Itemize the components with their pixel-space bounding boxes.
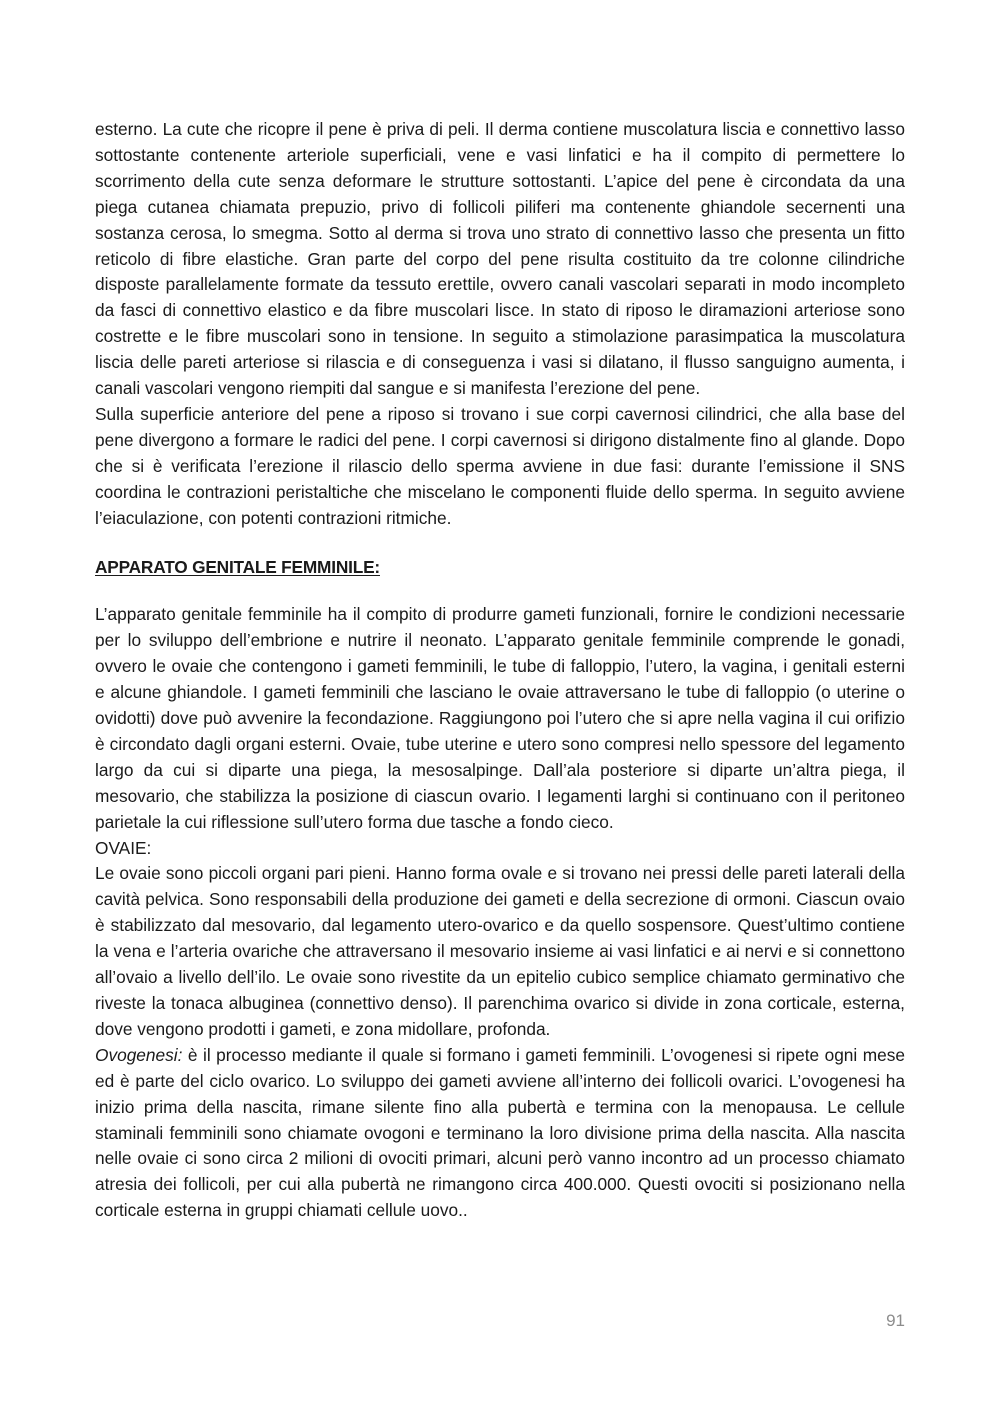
page-number: 91 [886, 1311, 905, 1330]
section-heading-female-genital: APPARATO GENITALE FEMMINILE: [95, 556, 380, 577]
paragraph-female-genital: L’apparato genitale femminile ha il compito di produrre gameti funzionali, fornire le condizioni necessarie per lo sviluppo dell’embrione e nutrire il neonato. L’apparato genitale femminile comprende le gonadi, ovvero le ovaie che contengono i gameti femminili, le tube di falloppio, l’utero, la vagina, i genitali esterni e alcune ghiandole. I gameti femminili che lasciano le ovaie attraversano le tube di falloppio (o uterine o ovidotti) dove può avvenire la fecondazione. Raggiungono poi l’utero che si apre nella vagina il cui orifizio è circondato dagli organi esterni. Ovaie, tube uterine e utero sono compresi nello spessore del legamento largo da cui si diparte una piega, la mesosalpinge. Dall’ala posteriore si diparte un’altra piega, il mesovario, che stabilizza la posizione di ciascun ovario. I legamenti larghi si continuano con il peritoneo parietale la cui riflessione sull’utero forma due tasche a fondo cieco. [95, 604, 905, 832]
ovogenesi-text: è il processo mediante il quale si formano i gameti femminili. L’ovogenesi si ripete ogni mese ed è parte del ciclo ovarico. Lo sviluppo dei gameti avviene all’interno dei follicoli ovarici. L’ovogenesi ha inizio prima della nascita, rimane silente fino alla pubertà e termina con la menopausa. Le cellule staminali femminili sono chiamate ovogoni e terminano la loro divisione prima della nascita. Alla nascita nelle ovaie ci sono circa 2 milioni di ovociti primari, alcuni però vanno incontro ad un processo chiamato atresia dei follicoli, per cui alla pubertà ne rimangono circa 400.000. Questi ovociti si posizionano nella corticale esterna in gruppi chiamati cellule uovo.. [95, 1044, 905, 1221]
page-body [95, 117, 905, 1224]
paragraph-ovaie: Le ovaie sono piccoli organi pari pieni. Hanno forma ovale e si trovano nei pressi delle pareti laterali della cavità pelvica. Sono responsabili della produzione dei gameti e della secrezione di ormoni. Ciascun ovaio è stabilizzato dal mesovario, dal legamento utero-ovarico e da quello sospensore. Quest’ultimo contiene la vena e l’arteria ovariche che attraversano il mesovario insieme ai vasi linfatici e ai nervi e si connettono all’ovaio a livello dell’ilo. Le ovaie sono rivestite da un epitelio cubico semplice chiamato germinativo che riveste la tonaca albuginea (connettivo denso). Il parenchima ovarico si divide in zona corticale, esterna, dove vengono prodotti i gameti, e zona midollare, profonda. [95, 863, 905, 1039]
subheading-ovaie: OVAIE: [95, 837, 152, 858]
paragraph-penis-anatomy: esterno. La cute che ricopre il pene è priva di peli. Il derma contiene muscolatura liscia e connettivo lasso sottostante contenente arteriole superficiali, vene e vasi linfatici e ha il compito di permettere lo scorrimento della cute senza deformare le strutture sottostanti. L’apice del pene è circondata da una piega cutanea chiamata prepuzio, privo di follicoli piliferi ma contenente ghiandole secernenti una sostanza cerosa, lo smegma. Sotto al derma si trova uno strato di connettivo lasso che presenta un fitto reticolo di fibre elastiche. Gran parte del corpo del pene risulta costituito da tre colonne cilindriche disposte parallelamente formate da tessuto erettile, ovvero canali vascolari separati in modo incompleto da fasci di connettivo elastico e da fibre muscolari lisce. In stato di riposo le diramazioni arteriose sono costrette e le fibre muscolari sono in tensione. In seguito a stimolazione parasimpatica la muscolatura liscia delle pareti arteriose si rilascia e di conseguenza i vasi si dilatano, il flusso sanguigno aumenta, i canali vascolari vengono riempiti dal sangue e si manifesta l’erezione del pene. [95, 119, 905, 399]
paragraph-corpora-cavernosa: Sulla superficie anteriore del pene a riposo si trovano i sue corpi cavernosi cilindrici, che alla base del pene divergono a formare le radici del pene. I corpi cavernosi si dirigono distalmente fino al glande. Dopo che si è verificata l’erezione il rilascio dello sperma avviene in due fasi: durante l’emissione il SNS coordina le contrazioni peristaltiche che miscelano le componenti fluide dello sperma. In seguito avviene l’eiaculazione, con potenti contrazioni ritmiche. [95, 403, 905, 528]
paragraph-ovogenesi [95, 1043, 905, 1224]
ovogenesi-term: Ovogenesi: [95, 1044, 183, 1065]
